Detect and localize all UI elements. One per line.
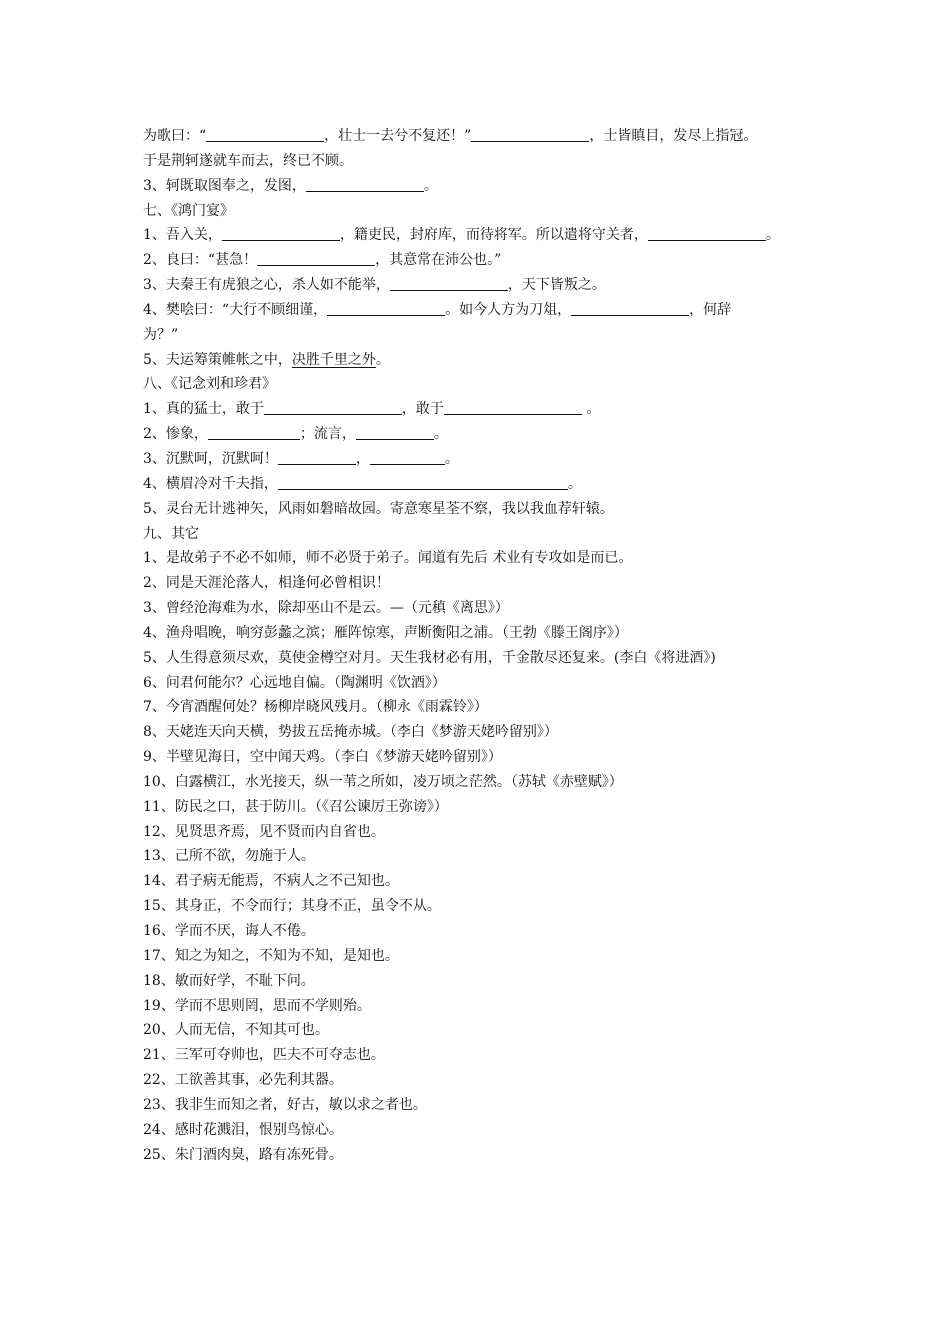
fill-blank[interactable] bbox=[471, 126, 589, 142]
quotation-list bbox=[143, 546, 833, 1167]
list-item: 10、白露横江，水光接天，纵一苇之所如，凌万顷之茫然。（苏轼《赤壁赋》） bbox=[143, 773, 623, 790]
list-item: 13、己所不欲，勿施于人。 bbox=[143, 848, 315, 865]
list-item: 18、敏而好学，不耻下问。 bbox=[143, 972, 315, 989]
list-item: 5、夫运筹策帷帐之中，决胜千里之外。 bbox=[143, 351, 390, 368]
fill-blank[interactable] bbox=[278, 474, 568, 490]
section-heading: 八、《记念刘和珍君》 bbox=[143, 376, 276, 393]
section-heading: 九、其它 bbox=[143, 525, 199, 542]
list-item: 22、工欲善其事，必先利其器。 bbox=[143, 1072, 343, 1089]
list-item: 3、曾经沧海难为水，除却巫山不是云。—（元稹《离思》） bbox=[143, 600, 509, 617]
list-item: 6、问君何能尔？心远地自偏。（陶渊明《饮酒》） bbox=[143, 674, 446, 691]
list-item: 2、良曰：“甚急！ ，其意常在沛公也。” bbox=[143, 252, 502, 269]
list-item: 20、人而无信，不知其可也。 bbox=[143, 1022, 329, 1039]
list-item: 4、樊哙曰：“大行不顾细谨， 。如今人方为刀俎， ，何辞 bbox=[143, 301, 732, 318]
list-item: 1、是故弟子不必不如师，师不必贤于弟子。闻道有先后 术业有专攻如是而已。 bbox=[143, 550, 633, 567]
list-item: 9、半壁见海日，空中闻天鸡。（李白《梦游天姥吟留别》） bbox=[143, 749, 502, 766]
list-item: 24、感时花溅泪，恨别鸟惊心。 bbox=[143, 1121, 343, 1138]
list-item: 5、人生得意须尽欢，莫使金樽空对月。天生我材必有用，千金散尽还复来。(李白《将进酒》) bbox=[143, 649, 716, 666]
list-item: 12、见贤思齐焉，见不贤而内自省也。 bbox=[143, 823, 385, 840]
list-item: 11、防民之口，甚于防川。（《召公谏厉王弥谤》） bbox=[143, 798, 448, 815]
fill-blank[interactable] bbox=[327, 300, 445, 316]
list-item: 25、朱门酒肉臭，路有冻死骨。 bbox=[143, 1146, 343, 1163]
list-item: 19、学而不思则罔，思而不学则殆。 bbox=[143, 997, 371, 1014]
list-item: 15、其身正，不令而行；其身不正，虽令不从。 bbox=[143, 898, 441, 915]
fill-blank[interactable] bbox=[356, 424, 434, 440]
list-item: 14、君子病无能焉，不病人之不己知也。 bbox=[143, 873, 399, 890]
fill-blank[interactable] bbox=[264, 399, 402, 415]
list-item: 4、渔舟唱晚，响穷彭蠡之滨；雁阵惊寒，声断衡阳之浦。（王勃《滕王阁序》） bbox=[143, 624, 628, 641]
section-heading: 七、《鸿门宴》 bbox=[143, 202, 234, 219]
text-line: 3、轲既取图奉之，发图， 。 bbox=[143, 177, 438, 194]
list-item: 17、知之为知之，不知为不知，是知也。 bbox=[143, 947, 399, 964]
fill-blank[interactable] bbox=[206, 126, 324, 142]
list-item: 21、三军可夺帅也，匹夫不可夺志也。 bbox=[143, 1047, 385, 1064]
underlined-answer: 决胜千里之外 bbox=[291, 351, 376, 368]
list-item: 8、天姥连天向天横，势拔五岳掩赤城。（李白《梦游天姥吟留别》） bbox=[143, 724, 558, 741]
fill-blank[interactable] bbox=[444, 399, 582, 415]
list-item-continuation: 为？” bbox=[143, 326, 179, 343]
text-line: 为歌曰：“ ，壮士一去兮不复还！” ，士皆瞋目，发尽上指冠。 bbox=[143, 128, 758, 144]
list-item: 1、吾入关， ，籍吏民，封府库，而待将军。所以遣将守关者， 。 bbox=[143, 227, 780, 244]
list-item: 5、灵台无计逃神矢，风雨如磐暗故园。寄意寒星荃不察，我以我血荐轩辕。 bbox=[143, 500, 614, 517]
fill-blank[interactable] bbox=[222, 225, 340, 241]
list-item: 16、学而不厌，诲人不倦。 bbox=[143, 923, 315, 939]
list-item: 3、沉默呵，沉默呵！ ， 。 bbox=[143, 450, 459, 467]
list-item: 23、我非生而知之者，好古，敏以求之者也。 bbox=[143, 1096, 427, 1113]
fill-blank[interactable] bbox=[571, 300, 689, 316]
list-item: 1、真的猛士，敢于 ，敢于 。 bbox=[143, 401, 601, 418]
fill-blank[interactable] bbox=[257, 250, 375, 266]
text-line: 于是荆轲遂就车而去，终已不顾。 bbox=[143, 152, 353, 169]
list-item: 4、横眉冷对千夫指， 。 bbox=[143, 475, 582, 492]
list-item: 2、同是天涯沦落人，相逢何必曾相识！ bbox=[143, 575, 390, 592]
list-item: 2、惨象， ；流言， 。 bbox=[143, 426, 448, 443]
list-item: 7、今宵酒醒何处？杨柳岸晓风残月。（柳永《雨霖铃》） bbox=[143, 699, 488, 716]
document-page bbox=[143, 124, 833, 1167]
list-item: 3、夫秦王有虎狼之心，杀人如不能举， ，天下皆叛之。 bbox=[143, 277, 606, 294]
fill-blank[interactable] bbox=[306, 176, 424, 192]
fill-blank[interactable] bbox=[370, 449, 445, 465]
fill-blank[interactable] bbox=[648, 225, 766, 241]
fill-blank[interactable] bbox=[208, 424, 300, 440]
fill-blank[interactable] bbox=[390, 275, 508, 291]
fill-blank[interactable] bbox=[278, 449, 356, 465]
